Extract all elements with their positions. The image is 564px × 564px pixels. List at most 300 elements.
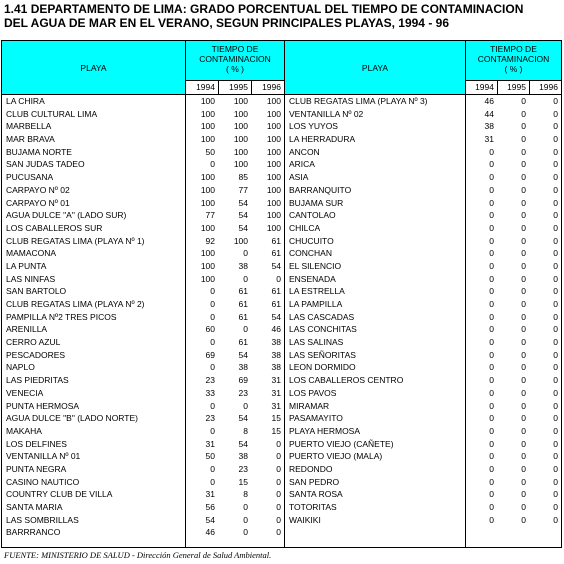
value-1995: 69	[238, 375, 248, 386]
value-1996: 0	[553, 489, 558, 500]
value-1994: 0	[489, 438, 494, 449]
table-row	[2, 260, 284, 273]
value-1995: 0	[521, 134, 526, 145]
value-1995: 100	[233, 121, 248, 132]
table-row	[2, 501, 284, 514]
beach-name: REDONDO	[289, 463, 333, 474]
value-1995: 0	[521, 476, 526, 487]
table-row	[2, 374, 284, 387]
value-1994: 0	[210, 159, 215, 170]
value-1995: 0	[521, 222, 526, 233]
value-1995: 61	[238, 286, 248, 297]
value-1996: 0	[553, 362, 558, 373]
value-1996: 100	[266, 134, 281, 145]
value-1996: 0	[276, 476, 281, 487]
table-row	[285, 273, 561, 286]
value-1995: 61	[238, 299, 248, 309]
tiempo-line-2: CONTAMINACION	[477, 54, 550, 64]
value-1996: 100	[266, 197, 281, 208]
value-1995: 38	[238, 260, 248, 271]
value-1994: 0	[489, 184, 494, 195]
page-title	[4, 2, 523, 30]
value-1994: 0	[489, 197, 494, 208]
value-1994: 0	[489, 400, 494, 411]
value-1995: 54	[238, 413, 248, 424]
value-1996: 15	[271, 425, 281, 436]
beach-name: SAN BARTOLO	[6, 286, 67, 297]
table-row	[2, 184, 284, 197]
beach-name: LA ESTRELLA	[289, 286, 345, 297]
value-1995: 100	[233, 235, 248, 246]
table-row	[2, 361, 284, 374]
value-1994: 0	[489, 425, 494, 436]
value-1996: 100	[266, 146, 281, 157]
value-1995: 0	[521, 337, 526, 348]
beach-name: MAR BRAVA	[6, 134, 55, 145]
beach-name: LAS PIEDRITAS	[6, 375, 69, 386]
table-row	[2, 463, 284, 476]
value-1994: 0	[489, 362, 494, 373]
value-1994: 50	[205, 451, 215, 462]
beach-name: MARBELLA	[6, 121, 52, 132]
table-row	[285, 425, 561, 438]
value-1996: 0	[553, 146, 558, 157]
beach-name: ARENILLA	[6, 324, 48, 335]
table-row	[2, 273, 284, 286]
beach-name: LOS DELFINES	[6, 438, 67, 449]
value-1994: 54	[205, 514, 215, 525]
value-1994: 31	[205, 438, 215, 449]
value-1996: 0	[553, 108, 558, 119]
value-1995: 0	[243, 502, 248, 512]
table-row	[2, 247, 284, 260]
table-row	[285, 298, 561, 311]
title-line-1: 1.41 DEPARTAMENTO DE LIMA: GRADO PORCENTUAL DEL TIEMPO DE CONTAMINACION	[4, 2, 524, 16]
value-1996: 0	[553, 311, 558, 322]
value-1996: 61	[271, 235, 281, 246]
beach-name: PESCADORES	[6, 349, 66, 360]
table-row	[285, 400, 561, 413]
beach-name: TOTORITAS	[289, 502, 337, 512]
beach-name: LAS NINFAS	[6, 273, 56, 284]
year-1995: 1995	[218, 81, 251, 94]
tiempo-line-3: ( % )	[504, 64, 523, 74]
table-row	[2, 133, 284, 146]
value-1996: 31	[271, 375, 281, 386]
value-1995: 0	[521, 146, 526, 157]
year-1994: 1994	[465, 81, 497, 94]
beach-name: CERRO AZUL	[6, 337, 61, 348]
value-1996: 0	[553, 96, 558, 106]
table-row	[2, 425, 284, 438]
value-1994: 46	[205, 527, 215, 538]
value-1996: 61	[271, 286, 281, 297]
value-1996: 100	[266, 108, 281, 119]
value-1995: 0	[243, 248, 248, 259]
beach-name: LAS CASCADAS	[289, 311, 355, 322]
value-1995: 0	[521, 210, 526, 221]
value-1994: 0	[489, 337, 494, 348]
table-row	[285, 501, 561, 514]
value-1994: 44	[484, 108, 494, 119]
table-row	[2, 209, 284, 222]
header-playa-right: PLAYA	[285, 41, 465, 95]
value-1994: 100	[200, 108, 215, 119]
table-row	[285, 361, 561, 374]
value-1996: 0	[553, 299, 558, 309]
table-row	[2, 235, 284, 248]
value-1994: 0	[210, 311, 215, 322]
beach-name: MAKAHA	[6, 425, 42, 436]
value-1996: 100	[266, 172, 281, 183]
beach-name: MIRAMAR	[289, 400, 330, 411]
table-row	[2, 222, 284, 235]
table-body-right	[285, 95, 561, 526]
beach-name: CLUB CULTURAL LIMA	[6, 108, 98, 119]
table-row	[2, 285, 284, 298]
value-1996: 0	[553, 210, 558, 221]
table-row	[2, 323, 284, 336]
title-line-2: DEL AGUA DE MAR EN EL VERANO, SEGUN PRINCIPALES PLAYAS, 1994 - 96	[4, 16, 449, 30]
beach-name: SAN PEDRO	[289, 476, 340, 487]
beach-name: SANTA MARIA	[6, 502, 63, 512]
value-1994: 31	[484, 134, 494, 145]
beach-name: PUERTO VIEJO (CAÑETE)	[289, 438, 394, 449]
table-row	[2, 171, 284, 184]
value-1996: 0	[553, 337, 558, 348]
value-1995: 0	[521, 121, 526, 132]
beach-name: AGUA DULCE "A" (LADO SUR)	[6, 210, 127, 221]
beach-name: BARRANQUITO	[289, 184, 352, 195]
value-1995: 0	[521, 400, 526, 411]
beach-name: COUNTRY CLUB DE VILLA	[6, 489, 113, 500]
value-1994: 0	[489, 235, 494, 246]
value-1995: 0	[521, 502, 526, 512]
value-1994: 56	[205, 502, 215, 512]
value-1996: 100	[266, 184, 281, 195]
value-1995: 0	[521, 286, 526, 297]
value-1996: 0	[276, 438, 281, 449]
beach-name: LAS SEÑORITAS	[289, 349, 356, 360]
beach-name: LOS CABALLEROS CENTRO	[289, 375, 404, 386]
value-1995: 0	[521, 324, 526, 335]
beach-name: LA PAMPILLA	[289, 299, 343, 309]
value-1994: 23	[205, 413, 215, 424]
value-1994: 50	[205, 146, 215, 157]
value-1996: 46	[271, 324, 281, 335]
table-row	[2, 158, 284, 171]
year-1994: 1994	[185, 81, 218, 94]
value-1994: 0	[489, 514, 494, 525]
value-1995: 0	[521, 349, 526, 360]
value-1995: 100	[233, 146, 248, 157]
value-1994: 0	[489, 489, 494, 500]
tiempo-line-1: TIEMPO DE	[490, 44, 537, 54]
value-1996: 54	[271, 311, 281, 322]
value-1994: 0	[489, 260, 494, 271]
value-1996: 38	[271, 337, 281, 348]
value-1994: 0	[489, 375, 494, 386]
beach-name: CARPAYO Nº 01	[6, 197, 70, 208]
year-1996: 1996	[529, 81, 561, 94]
table-row	[285, 158, 561, 171]
value-1995: 54	[238, 210, 248, 221]
value-1994: 100	[200, 222, 215, 233]
table-row	[2, 400, 284, 413]
value-1996: 31	[271, 387, 281, 398]
beach-name: CLUB REGATAS LIMA (PLAYA Nº 2)	[6, 299, 145, 309]
beach-name: ENSENADA	[289, 273, 336, 284]
table-row	[2, 450, 284, 463]
value-1996: 0	[553, 502, 558, 512]
beach-name: LOS YUYOS	[289, 121, 338, 132]
table-row	[285, 247, 561, 260]
value-1994: 100	[200, 121, 215, 132]
value-1994: 100	[200, 248, 215, 259]
value-1995: 0	[243, 273, 248, 284]
year-1995: 1995	[497, 81, 529, 94]
beach-name: LOS CABALLEROS SUR	[6, 222, 103, 233]
value-1996: 38	[271, 362, 281, 373]
table-row	[285, 374, 561, 387]
value-1995: 8	[243, 425, 248, 436]
beach-name: WAIKIKI	[289, 514, 321, 525]
value-1994: 0	[489, 172, 494, 183]
value-1994: 69	[205, 349, 215, 360]
table-row	[2, 146, 284, 159]
value-1995: 100	[233, 96, 248, 106]
value-1994: 0	[210, 400, 215, 411]
value-1994: 0	[489, 159, 494, 170]
value-1996: 0	[553, 425, 558, 436]
value-1994: 0	[489, 324, 494, 335]
beach-name: LA CHIRA	[6, 96, 45, 106]
value-1995: 77	[238, 184, 248, 195]
table-row	[2, 488, 284, 501]
beach-name: NAPLO	[6, 362, 35, 373]
value-1995: 0	[521, 96, 526, 106]
header-tiempo-right	[465, 41, 561, 81]
value-1995: 0	[521, 375, 526, 386]
value-1995: 54	[238, 438, 248, 449]
beach-name: CARPAYO Nº 02	[6, 184, 70, 195]
year-1996: 1996	[251, 81, 284, 94]
value-1994: 0	[489, 476, 494, 487]
table-row	[285, 463, 561, 476]
beach-name: LA HERRADURA	[289, 134, 356, 145]
beach-name: ASIA	[289, 172, 309, 183]
beach-name: LAS SOMBRILLAS	[6, 514, 79, 525]
beach-name: CLUB REGATAS LIMA (PLAYA Nº 3)	[289, 96, 428, 106]
value-1996: 0	[553, 222, 558, 233]
value-1994: 0	[489, 349, 494, 360]
value-1996: 0	[553, 349, 558, 360]
value-1995: 0	[521, 159, 526, 170]
value-1995: 23	[238, 387, 248, 398]
value-1996: 0	[553, 260, 558, 271]
beach-name: LOS PAVOS	[289, 387, 337, 398]
value-1994: 0	[210, 286, 215, 297]
value-1995: 0	[521, 197, 526, 208]
value-1996: 0	[553, 273, 558, 284]
value-1994: 33	[205, 387, 215, 398]
table-row	[2, 514, 284, 527]
value-1995: 0	[243, 400, 248, 411]
value-1995: 8	[243, 489, 248, 500]
value-1994: 77	[205, 210, 215, 221]
table-row	[2, 387, 284, 400]
value-1995: 0	[521, 260, 526, 271]
value-1994: 46	[484, 96, 494, 106]
table-row	[285, 95, 561, 108]
value-1996: 0	[553, 514, 558, 525]
value-1996: 15	[271, 413, 281, 424]
table-row	[285, 387, 561, 400]
value-1995: 0	[521, 451, 526, 462]
value-1994: 23	[205, 375, 215, 386]
value-1995: 0	[521, 425, 526, 436]
table-row	[285, 209, 561, 222]
beach-name: PLAYA HERMOSA	[289, 425, 361, 436]
header-tiempo-left	[185, 41, 284, 81]
table-row	[285, 184, 561, 197]
table-row	[285, 146, 561, 159]
table-right-half	[285, 41, 561, 547]
beach-name: PUNTA HERMOSA	[6, 400, 80, 411]
value-1996: 0	[553, 387, 558, 398]
table-row	[285, 235, 561, 248]
table-row	[285, 311, 561, 324]
value-1996: 0	[553, 438, 558, 449]
table-row	[285, 285, 561, 298]
beach-name: CONCHAN	[289, 248, 332, 259]
beach-name: SAN JUDAS TADEO	[6, 159, 85, 170]
value-1994: 0	[210, 337, 215, 348]
table-row	[285, 260, 561, 273]
value-1996: 0	[553, 197, 558, 208]
beach-name: BUJAMA SUR	[289, 197, 344, 208]
table-row	[2, 311, 284, 324]
table-row	[2, 108, 284, 121]
value-1995: 0	[521, 463, 526, 474]
value-1994: 100	[200, 172, 215, 183]
value-1996: 0	[553, 476, 558, 487]
value-1996: 38	[271, 349, 281, 360]
beach-name: ARICA	[289, 159, 315, 170]
value-1995: 0	[243, 324, 248, 335]
value-1994: 100	[200, 260, 215, 271]
value-1995: 0	[521, 413, 526, 424]
value-1995: 0	[521, 299, 526, 309]
value-1994: 0	[210, 362, 215, 373]
beach-name: EL SILENCIO	[289, 260, 342, 271]
value-1995: 0	[521, 514, 526, 525]
beach-name: LAS CONCHITAS	[289, 324, 357, 335]
header-playa-left: PLAYA	[2, 41, 185, 95]
beach-name: AGUA DULCE "B" (LADO NORTE)	[6, 413, 138, 424]
value-1995: 0	[521, 184, 526, 195]
value-1995: 0	[521, 235, 526, 246]
value-1995: 0	[243, 514, 248, 525]
beach-name: MAMACONA	[6, 248, 57, 259]
table-row	[2, 298, 284, 311]
value-1995: 0	[521, 108, 526, 119]
table-row	[285, 222, 561, 235]
table-row	[285, 120, 561, 133]
value-1996: 0	[553, 451, 558, 462]
value-1996: 0	[553, 400, 558, 411]
beach-name: VENECIA	[6, 387, 44, 398]
value-1996: 0	[276, 273, 281, 284]
header-years-right	[465, 81, 561, 95]
table-row	[285, 197, 561, 210]
value-1994: 38	[484, 121, 494, 132]
value-1995: 100	[233, 134, 248, 145]
value-1994: 100	[200, 134, 215, 145]
value-1994: 100	[200, 96, 215, 106]
value-1994: 0	[489, 463, 494, 474]
value-1995: 0	[521, 438, 526, 449]
value-1995: 61	[238, 337, 248, 348]
value-1995: 23	[238, 463, 248, 474]
table-row	[2, 95, 284, 108]
beach-name: LEON DORMIDO	[289, 362, 356, 373]
value-1994: 0	[210, 476, 215, 487]
beach-name: CANTOLAO	[289, 210, 336, 221]
table-row	[285, 514, 561, 527]
table-row	[2, 349, 284, 362]
beach-name: VENTANILLA Nº 01	[6, 451, 81, 462]
value-1995: 0	[243, 527, 248, 538]
beach-name: PASAMAYITO	[289, 413, 343, 424]
value-1994: 0	[489, 299, 494, 309]
value-1996: 0	[276, 514, 281, 525]
value-1994: 100	[200, 184, 215, 195]
value-1994: 60	[205, 324, 215, 335]
value-1996: 61	[271, 299, 281, 309]
value-1995: 100	[233, 159, 248, 170]
value-1994: 0	[489, 451, 494, 462]
beach-name: CHILCA	[289, 222, 321, 233]
value-1995: 15	[238, 476, 248, 487]
table-row	[285, 412, 561, 425]
value-1996: 0	[553, 184, 558, 195]
value-1996: 0	[276, 489, 281, 500]
table-row	[285, 450, 561, 463]
beach-name: PUERTO VIEJO (MALA)	[289, 451, 383, 462]
value-1996: 0	[553, 324, 558, 335]
beach-name: PUCUSANA	[6, 172, 54, 183]
value-1996: 54	[271, 260, 281, 271]
tiempo-line-1: TIEMPO DE	[211, 44, 259, 54]
value-1996: 0	[553, 121, 558, 132]
value-1995: 54	[238, 349, 248, 360]
table-row	[2, 336, 284, 349]
table-left-half	[2, 41, 285, 547]
value-1995: 54	[238, 222, 248, 233]
value-1996: 0	[553, 375, 558, 386]
value-1994: 92	[205, 235, 215, 246]
tiempo-line-2: CONTAMINACION	[199, 54, 271, 64]
table-row	[285, 438, 561, 451]
value-1996: 0	[553, 235, 558, 246]
table-row	[285, 108, 561, 121]
value-1995: 0	[521, 387, 526, 398]
value-1995: 0	[521, 362, 526, 373]
value-1995: 0	[521, 172, 526, 183]
table-row	[2, 476, 284, 489]
value-1996: 0	[553, 463, 558, 474]
